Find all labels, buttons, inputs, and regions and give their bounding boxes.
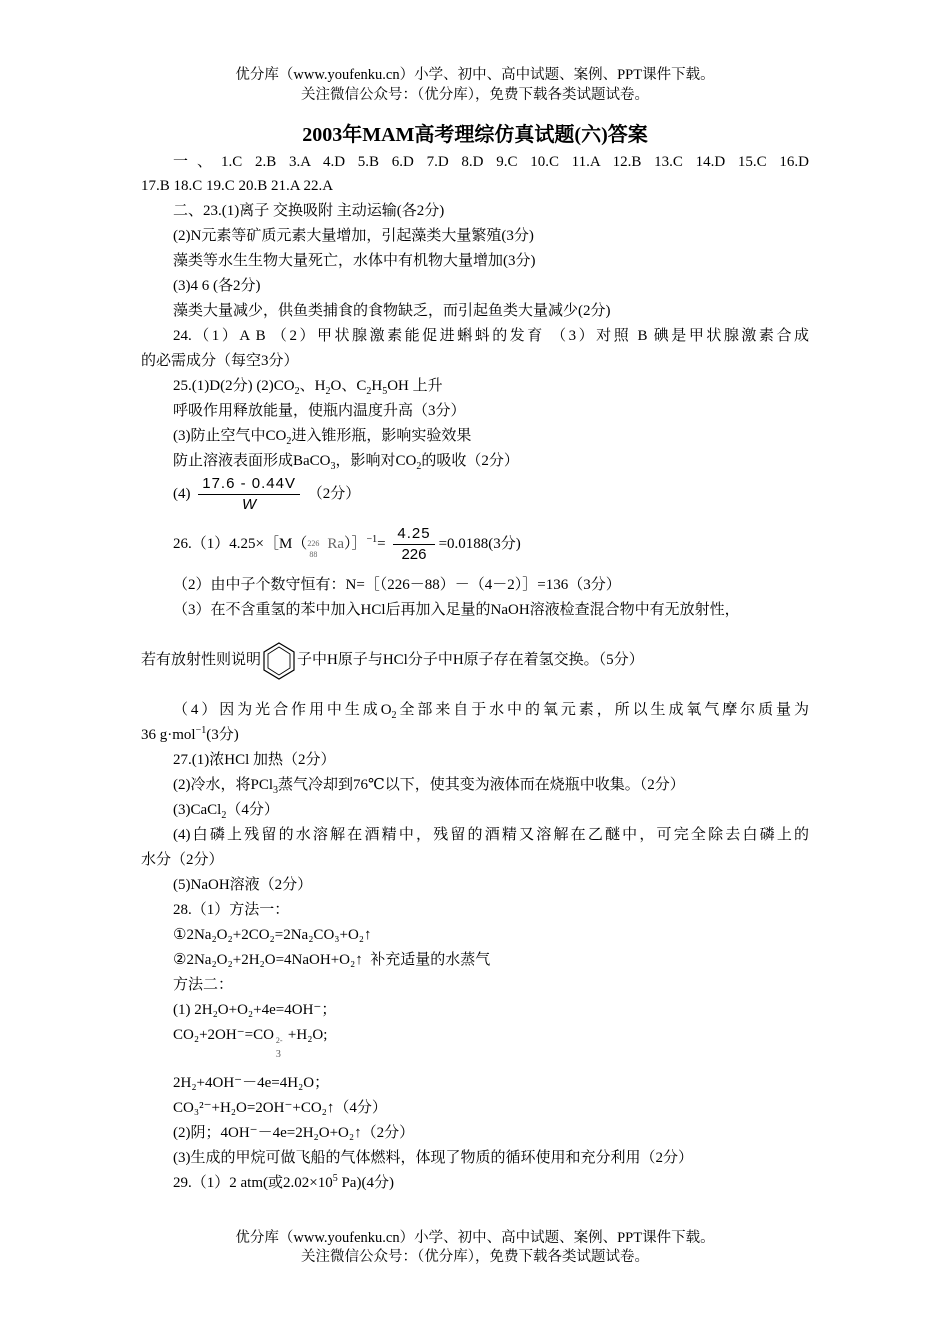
answer-line: 方法二： [173,977,234,993]
answer-line: (3)防止空气中$CO_2$进入锥形瓶，影响实验效果 [173,428,472,447]
answer-line: 的必需成分（每空3分） [141,353,299,369]
answer-line: (5)NaOH溶液（2分） [173,877,313,893]
answer-line: 藻类等水生生物大量死亡，水体中有机物大量增加(3分) [173,253,536,269]
answer-line: 27.(1)浓HCl 加热（2分） [173,752,336,768]
answer-line: 24.（1）A B （2）甲状腺激素能促进蝌蚪的发育 （3）对照 B 碘是甲状腺激素合成 [173,328,809,344]
answer-line: （3）在不含重氢的苯中加入HCl后再加入足量的NaOH溶液检查混合物中有无放射性， [173,602,740,618]
answer-line: (3)4 6 (各2分) [173,278,261,294]
answer-line: ①2Na₂O₂+2CO₂=2Na₂CO₃+O₂↑ [173,927,372,943]
answer-line: (4)白磷上残留的水溶解在酒精中，残留的酒精又溶解在乙醚中，可完全除去白磷上的 [173,827,809,843]
answer-line: (2)N元素等矿质元素大量增加，引起藻类大量繁殖(3分) [173,228,534,244]
footer-line-1: 优分库（www.youfenku.cn）小学、初中、高中试题、案例、PPT课件下载。 [235,1230,715,1246]
answer-line: 防止溶液表面形成BaCO$_3$，影响对$CO_2$的吸收（2分） [173,453,519,472]
answer-line: 28.（1）方法一： [173,902,290,918]
answer-line: 藻类大量减少，供鱼类捕食的食物缺乏，而引起鱼类大量减少(2分) [173,303,611,319]
isotope-notation: 226 88 [307,538,320,559]
answer-line: （4）因为光合作用中生成$O_2$全部来自于水中的氧元素，所以生成氧气摩尔质量为 [173,702,809,721]
answer-line: （2）由中子个数守恒有：N=［（226－88）－（4－2）］=136（3分） [173,577,621,593]
answer-line: 水分（2分） [141,852,224,868]
answer-line: (3)CaCl$_2$（4分） [173,802,279,821]
answer-line: 17.B 18.C 19.C 20.B 21.A 22.A [141,178,334,194]
answer-line: 2H₂+4OH⁻－4e=4H₂O； [173,1075,330,1091]
answer-line: CO₃²⁻+H₂O=2OH⁻+CO₂↑（4分） [173,1100,387,1116]
header-line-2: 关注微信公众号：（优分库），免费下载各类试题试卷。 [301,87,649,103]
answer-line: (1) 2H₂O+O₂+4e=4OH⁻； [173,1002,337,1018]
answer-line: 若有放射性则说明 子中H原子与HCl分子中H原子存在着氢交换。（5分） [141,640,644,681]
answer-line: 一、1.C 2.B 3.A 4.D 5.B 6.D 7.D 8.D 9.C 10.C 11.A 12.B 13.C 14.D 15.C 16.D [173,154,809,170]
benzene-ring-icon [261,641,297,681]
fraction: $\frac{17.6 - 0.44V}{W}$ [198,474,300,515]
answer-line: 二、23.(1)离子 交换吸附 主动运输(各2分) [173,203,445,219]
answer-line: 26.（1）4.25×［M（ 226 88 Ra）］$^{-1}$= $\frac{4.25}{226}$ =0.0188(3分) [173,525,521,563]
answer-line: ②2Na₂O₂+2H₂O=4NaOH+O₂↑ 补充适量的水蒸气 [173,952,491,968]
answer-line: (4) $\frac{17.6 - 0.44V}{W}$ （2分） [173,475,361,513]
page-title: 2003年MAM高考理综仿真试题(六)答案 [302,124,648,146]
answer-line: (2)冷水，将PCl$_3$蒸气冷却到76℃以下，使其变为液体而在烧瓶中收集。（2分） [173,777,685,796]
answer-line: 25.(1)D(2分) $(2)CO_2$、$H_2O$、$C_2H_5OH$ 上升 [173,378,443,397]
answer-line: 36 g·mol$^{-1}$(3分) [141,725,239,743]
footer-line-2: 关注微信公众号：（优分库），免费下载各类试题试卷。 [301,1249,649,1265]
answer-line: 29.（1）2 atm(或$2.02\times 10^5$ Pa)(4分) [173,1173,394,1191]
answer-line: (3)生成的甲烷可做飞船的气体燃料，体现了物质的循环使用和充分利用（2分） [173,1150,693,1166]
header-line-1: 优分库（www.youfenku.cn）小学、初中、高中试题、案例、PPT课件下载。 [235,67,715,83]
answer-line: 呼吸作用释放能量，使瓶内温度升高（3分） [173,403,466,419]
answer-line: CO₂+2OH⁻=CO 2- 3 +H₂O; [173,1027,328,1060]
fraction: $\frac{4.25}{226}$ [393,524,434,565]
answer-line: (2)阴；4OH⁻－4e=2H₂O+O₂↑（2分） [173,1125,415,1141]
